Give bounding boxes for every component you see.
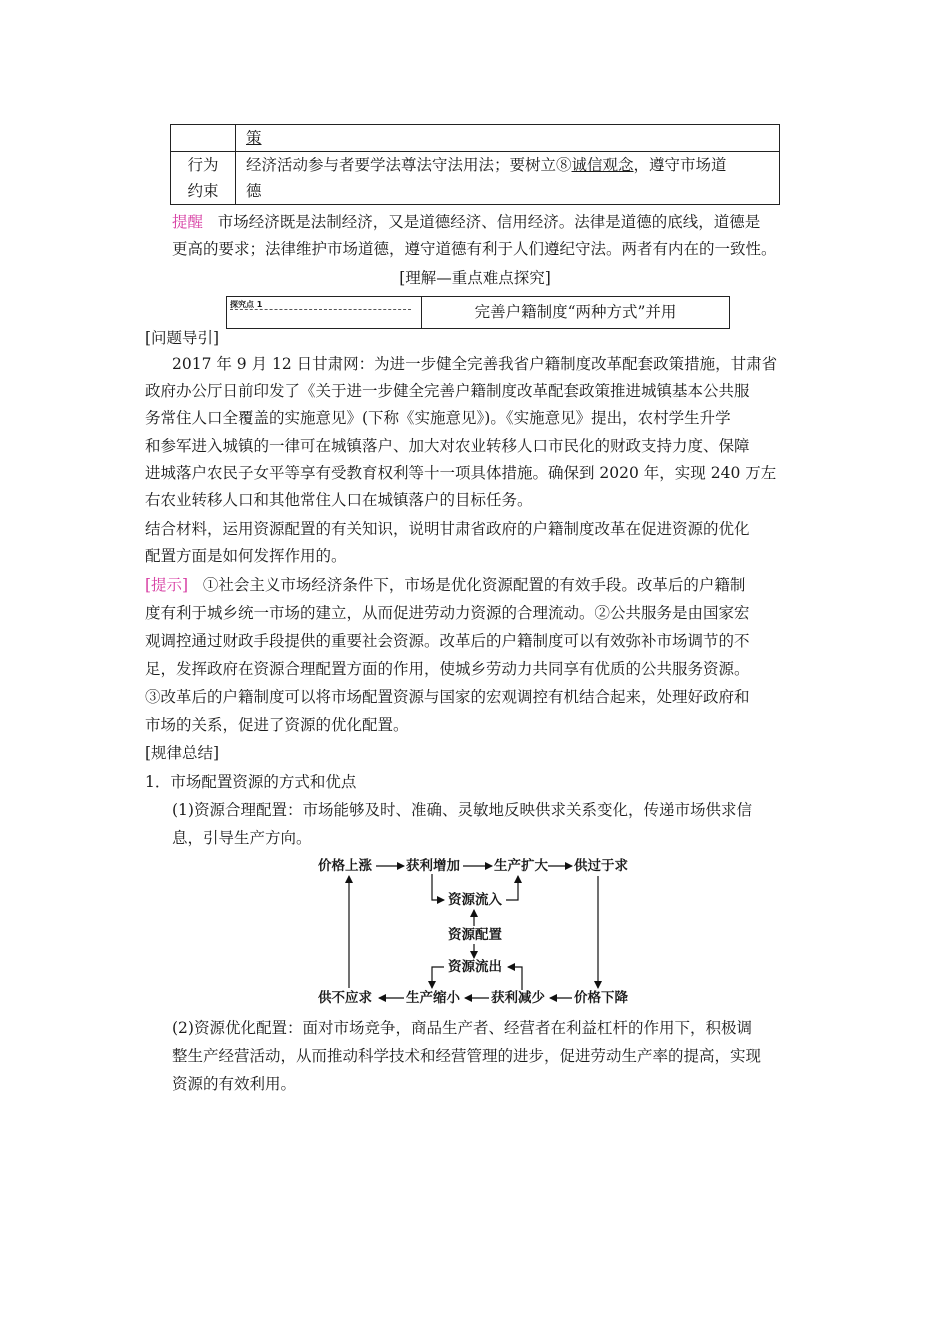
arrow-line xyxy=(432,874,444,900)
arrow-line xyxy=(508,967,522,990)
hint-label: [提示] xyxy=(145,576,189,594)
section-heading: [理解—重点难点探究] xyxy=(399,269,551,287)
node-profit-up: 获利增加 xyxy=(406,858,460,874)
arrow-line xyxy=(432,967,444,988)
question-guide-heading: [问题导引] xyxy=(145,329,220,347)
node-demand-exceeds-supply: 供不应求 xyxy=(318,990,372,1006)
node-resource-allocation: 资源配置 xyxy=(448,927,502,943)
reminder-label: 提醒 xyxy=(172,213,204,231)
hint-line: 足，发挥政府在资源合理配置方面的作用，使城乡劳动力共同享有优质的公共服务资源。 xyxy=(145,660,750,678)
node-supply-exceeds-demand: 供过于求 xyxy=(574,858,628,874)
node-resource-outflow: 资源流出 xyxy=(448,959,502,975)
row-header-line: 行为 xyxy=(187,156,219,174)
answer-blank: 诚信观念 xyxy=(571,156,634,174)
hint-line: 观调控通过财政手段提供的重要社会资源。改革后的户籍制度可以有效弥补市场调节的不 xyxy=(145,632,750,650)
question-line: 结合材料，运用资源配置的有关知识，说明甘肃省政府的户籍制度改革在促进资源的优化 xyxy=(145,520,750,538)
material-line: 进城落户农民子女平等享有受教育权利等十一项具体措施。确保到 2020 年，实现 240 万左 xyxy=(145,464,777,482)
material-line: 2017 年 9 月 12 日甘肃网：为进一步健全完善我省户籍制度改革配套政策措施，甘肃省 xyxy=(172,355,778,373)
material-line: 政府办公厅日前印发了《关于进一步健全完善户籍制度改革配套政策推进城镇基本公共服 xyxy=(145,382,750,400)
material-line: 和参军进入城镇的一律可在城镇落户、加大对农业转移人口市民化的财政支持力度、保障 xyxy=(145,437,750,455)
point-text: 息，引导生产方向。 xyxy=(172,829,312,847)
node-production-up: 生产扩大 xyxy=(494,858,548,874)
hint-line: 市场的关系，促进了资源的优化配置。 xyxy=(145,716,409,734)
cell-text: 经济活动参与者要学法尊法守法用法；要树立⑧ xyxy=(246,156,572,174)
hint-line: ③改革后的户籍制度可以将市场配置资源与国家的宏观调控有机结合起来，处理好政府和 xyxy=(145,688,750,706)
material-line: 务常住人口全覆盖的实施意见》(下称《实施意见》)。《实施意见》提出，农村学生升学 xyxy=(145,409,731,427)
node-resource-inflow: 资源流入 xyxy=(448,892,502,908)
row-header-line: 约束 xyxy=(187,182,219,200)
table-cell-text: 策 xyxy=(246,129,262,147)
node-price-down: 价格下降 xyxy=(574,990,628,1006)
cell-text: ，遵守市场道 xyxy=(633,156,727,174)
hint-line: 度有利于城乡统一市场的建立，从而促进劳动力资源的合理流动。②公共服务是由国家宏 xyxy=(145,604,750,622)
point-text: 整生产经营活动，从而推动科学技术和经营管理的进步，促进劳动生产率的提高，实现 xyxy=(172,1047,762,1065)
node-price-up: 价格上涨 xyxy=(318,858,372,874)
node-production-down: 生产缩小 xyxy=(406,990,460,1006)
point-text: (1)资源合理配置：市场能够及时、准确、灵敏地反映供求关系变化，传递市场供求信 xyxy=(172,801,752,819)
reminder-text: 更高的要求；法律维护市场道德，遵守道德有利于人们遵纪守法。两者有内在的一致性。 xyxy=(172,240,777,258)
material-line: 右农业转移人口和其他常住人口在城镇落户的目标任务。 xyxy=(145,491,533,509)
point-text: (2)资源优化配置：面对市场竞争，商品生产者、经营者在利益杠杆的作用下，积极调 xyxy=(172,1019,752,1037)
explore-title: 完善户籍制度“两种方式”并用 xyxy=(474,303,677,321)
rule-summary-heading: [规律总结] xyxy=(145,744,220,762)
arrow-line xyxy=(506,876,518,900)
cell-text: 德 xyxy=(246,182,262,200)
point-text: 资源的有效利用。 xyxy=(172,1075,297,1093)
point-heading: 1．市场配置资源的方式和优点 xyxy=(145,773,357,791)
question-line: 配置方面是如何发挥作用的。 xyxy=(145,547,347,565)
node-profit-down: 获利减少 xyxy=(491,990,545,1006)
explore-tag: 探究点 1 xyxy=(230,300,263,309)
reminder-text: 市场经济既是法制经济，又是道德经济、信用经济。法律是道德的底线，道德是 xyxy=(217,213,761,231)
hint-text: ①社会主义市场经济条件下，市场是优化资源配置的有效手段。改革后的户籍制 xyxy=(202,576,746,594)
